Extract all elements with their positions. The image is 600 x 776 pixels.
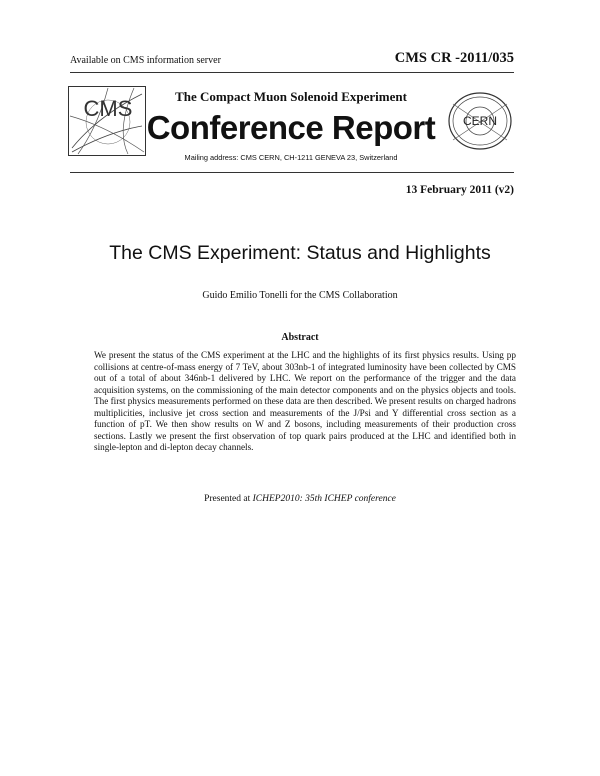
cern-logo: [445, 90, 515, 152]
conference-name: ICHEP2010: 35th ICHEP conference: [252, 494, 396, 504]
cms-logo-text: CMS: [83, 96, 133, 121]
cern-logo-text: CERN: [462, 114, 498, 128]
document-type: Conference Report: [146, 109, 436, 146]
report-date: 13 February 2011 (v2): [405, 184, 514, 196]
availability-note: Available on CMS information server: [70, 55, 221, 66]
abstract-body: We present the status of the CMS experiment at the LHC and the highlights of its first physics results. Using pp collisions at centre-of-mass energy of 7 TeV, about 303nb-1 of integrated luminosity have been collected by CMS out of a total of about 346nb-1 delivered by LHC. We report on the performance of the trigger and the data acquisition systems, on the commissioning of the main detector components and on the physics objects and tools. The first physics measurements performed on these data are then described. We present results on charged hadrons multiplicities, inclusive jet cross section and measurements of the J/Psi and Y differential cross section as a function of pT. We then show results on W and Z bosons, including measurements of their production cross sections. Lastly we present the first observation of top quark pairs produced at the LHC and identified both in single-lepton and di-lepton decay channels.: [94, 350, 516, 453]
mailing-address: Mailing address: CMS CERN, CH-1211 GENEVA 23, Switzerland: [184, 153, 398, 162]
header-rule-bottom: [70, 172, 514, 173]
paper-title: The CMS Experiment: Status and Highlights: [109, 242, 491, 264]
cms-logo: [68, 86, 146, 156]
experiment-name: The Compact Muon Solenoid Experiment: [175, 89, 407, 104]
abstract-heading: Abstract: [281, 332, 319, 343]
presented-prefix: Presented at: [204, 494, 253, 504]
report-number: CMS CR -2011/035: [394, 50, 514, 66]
presented-at: [0, 494, 600, 504]
author-line: Guido Emilio Tonelli for the CMS Collaboration: [202, 290, 398, 301]
header-rule-top: [70, 72, 514, 73]
